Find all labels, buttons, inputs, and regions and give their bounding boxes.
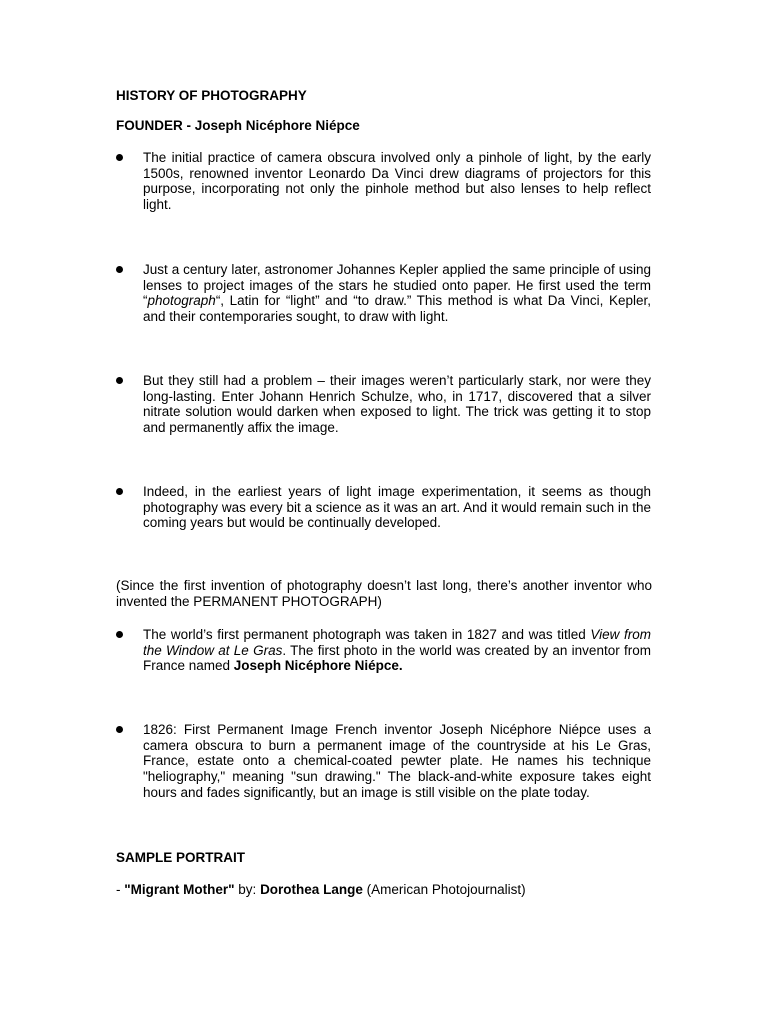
list-item-text: Just a century later, astronomer Johannes Kepler applied the same principle of using lenses to project images of the stars he studied onto paper. He first used the term “photograph“, Latin for “light” and “to draw.” This method is what Da Vinci, Kepler, and their contemporaries sought, to draw with light. (143, 262, 651, 325)
term-photograph: photograph (147, 293, 216, 309)
transition-note: (Since the first invention of photography doesn’t last long, there’s another inventor who invented the PERMANENT PHOTOGRAPH) (116, 578, 652, 609)
list-item-text: But they still had a problem – their images weren’t particularly stark, nor were they long-lasting. Enter Johann Henrich Schulze, who, in 1717, discovered that a silver nitrate solution would darken when exposed to light. The trick was getting it to stop and permanently affix the image. (143, 373, 651, 436)
portrait-title: "Migrant Mother" (124, 882, 235, 897)
portrait-line: - "Migrant Mother" by: Dorothea Lange (American Photojournalist) (116, 882, 526, 897)
photo-title: View from the Window at Le Gras (143, 627, 651, 658)
bullet-icon (116, 726, 123, 733)
founder-heading: FOUNDER - Joseph Nicéphore Niépce (116, 118, 360, 133)
list-item-text: The initial practice of camera obscura involved only a pinhole of light, by the early 1500s, renowned inventor Leonardo Da Vinci drew diagrams of projectors for this purpose, incorporating not only the pinhole method but also lenses to help reflect light. (143, 150, 651, 213)
bullet-icon (116, 488, 123, 495)
inventor-name: Joseph Nicéphore Niépce. (233, 658, 403, 674)
bullet-icon (116, 631, 123, 638)
sample-portrait-heading: SAMPLE PORTRAIT (116, 850, 246, 865)
list-item-text: Indeed, in the earliest years of light image experimentation, it seems as though photography was every bit a science as it was an art. And it would remain such in the coming years but would be continually developed. (143, 484, 651, 531)
portrait-author: Dorothea Lange (260, 882, 363, 897)
list-item-text: The world’s first permanent photograph was taken in 1827 and was titled View from the Window at Le Gras. The first photo in the world was created by an inventor from France named Joseph Nicéphore Niépce. (143, 627, 651, 674)
page-title: HISTORY OF PHOTOGRAPHY (116, 88, 307, 103)
list-item-text: 1826: First Permanent Image French inventor Joseph Nicéphore Niépce uses a camera obscura to burn a permanent image of the countryside at his Le Gras, France, estate onto a chemical-coated pewter plate. He names his technique "heliography," meaning "sun drawing." The black-and-white exposure takes eight hours and fades significantly, but an image is still visible on the plate today. (143, 722, 651, 800)
bullet-icon (116, 377, 123, 384)
bullet-icon (116, 154, 123, 161)
bullet-icon (116, 266, 123, 273)
